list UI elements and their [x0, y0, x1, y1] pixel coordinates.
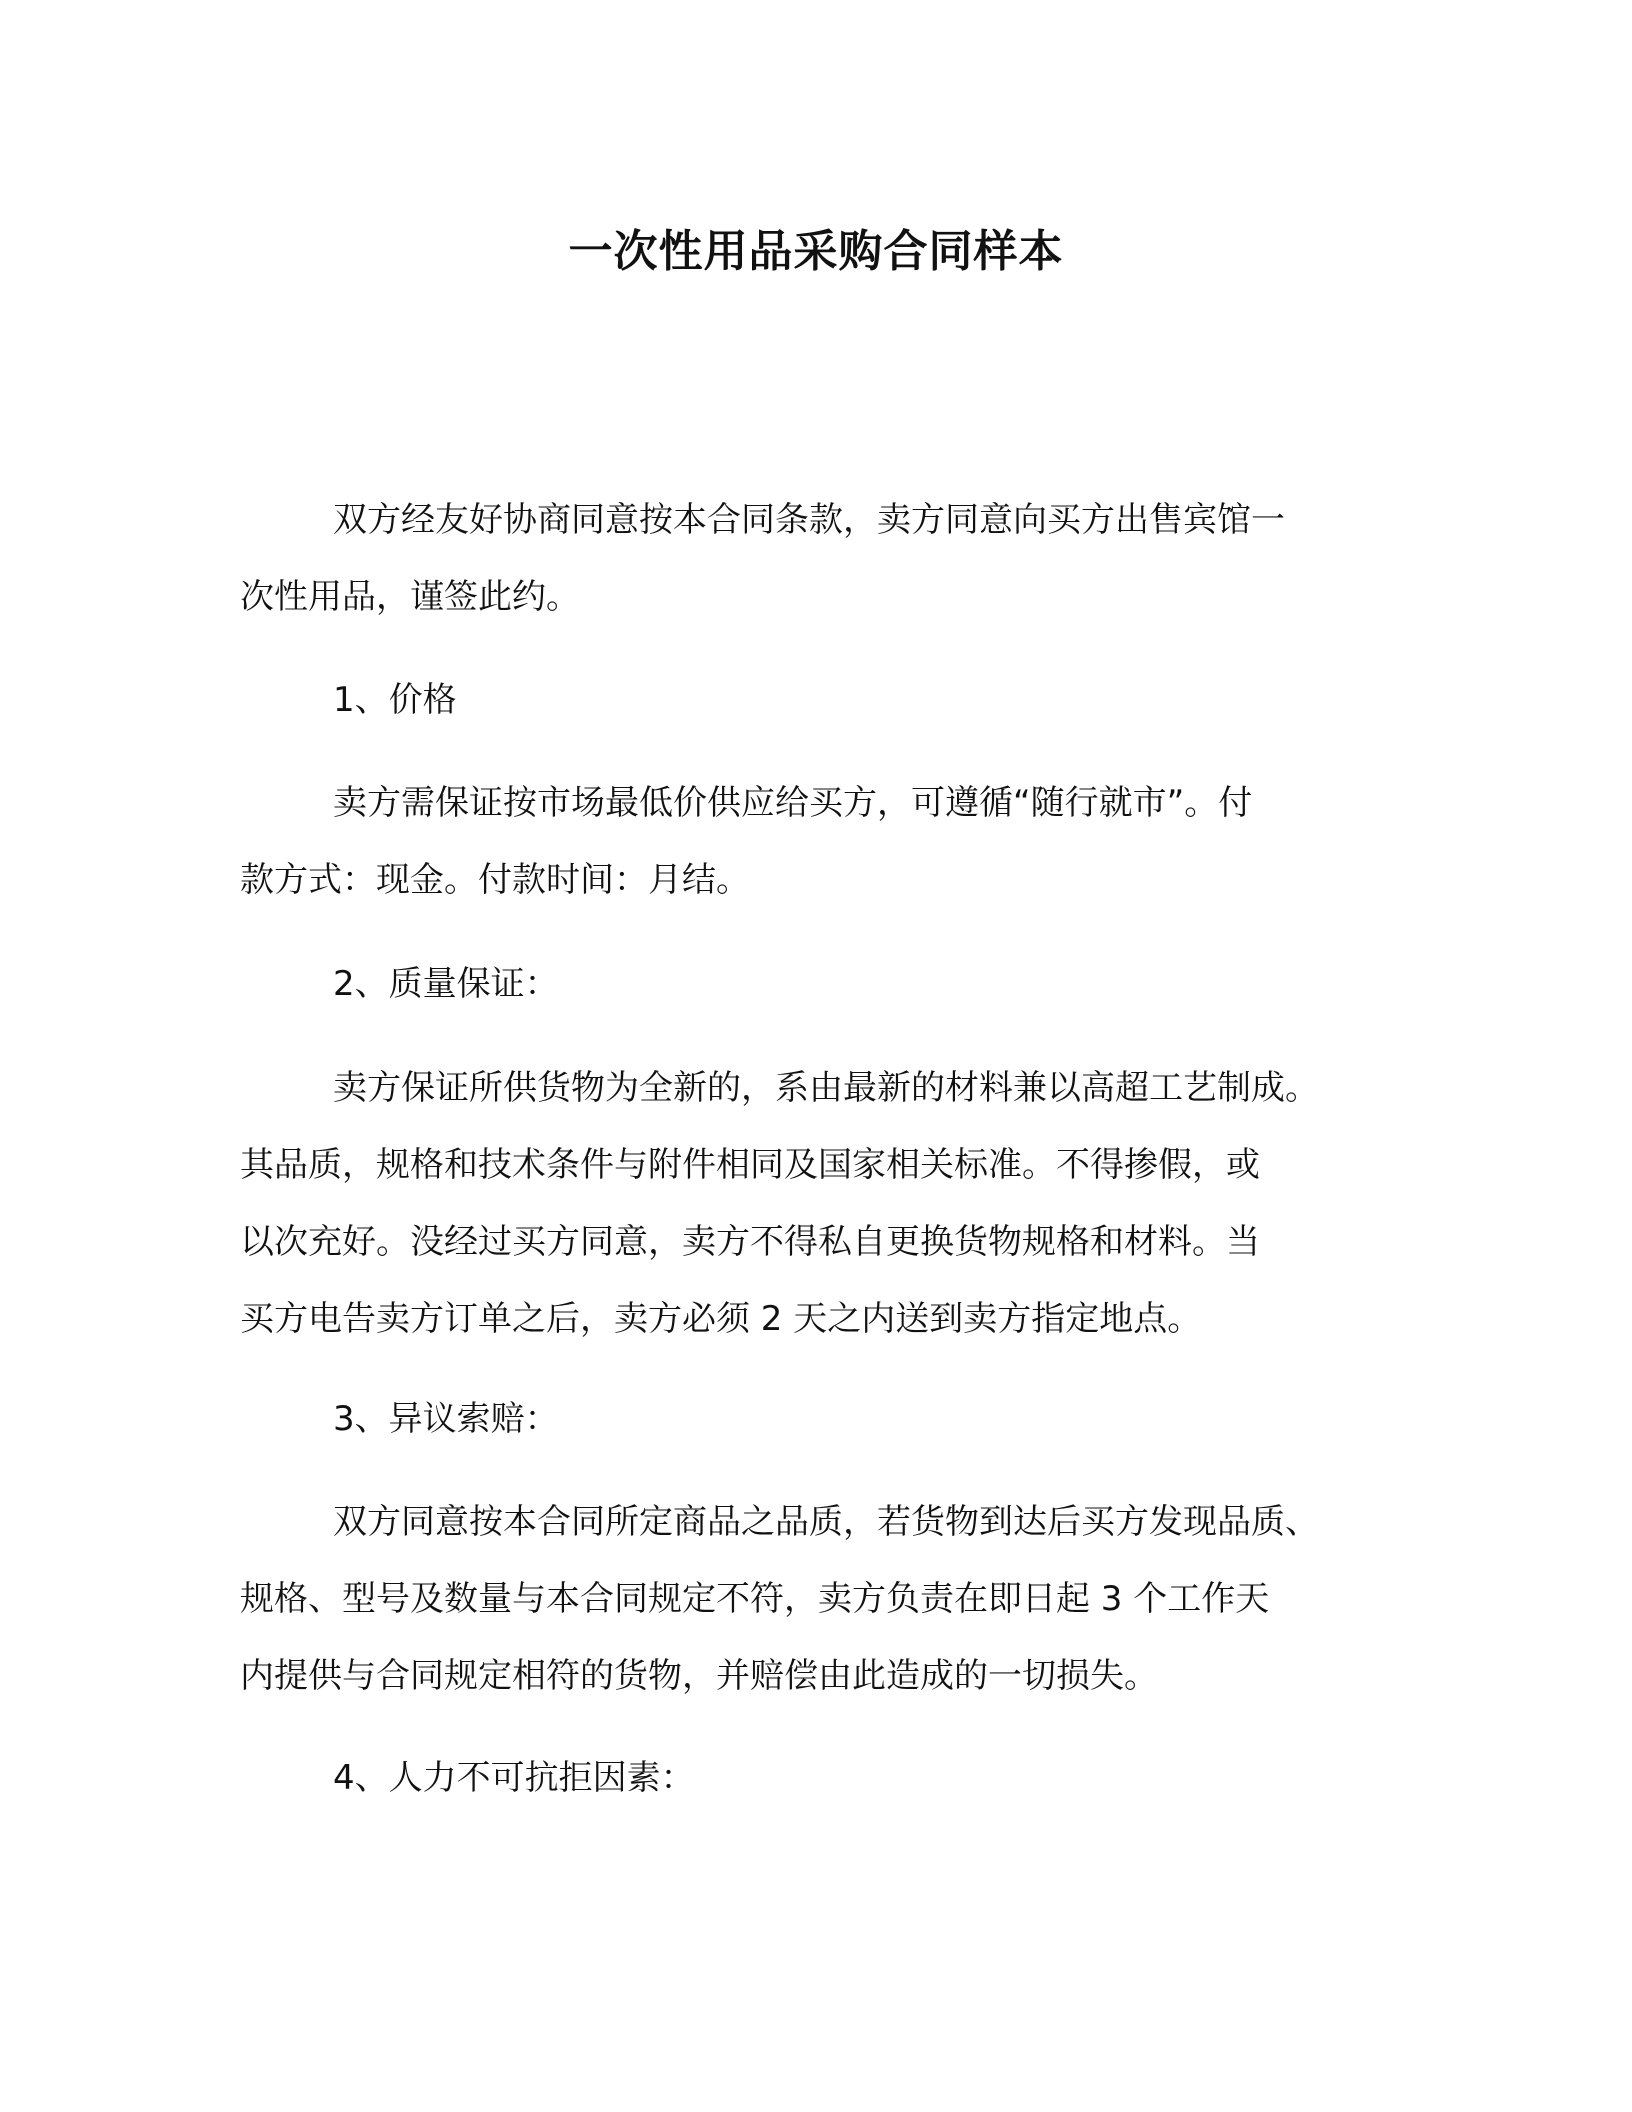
text-line: 1、价格: [333, 680, 457, 720]
price-paragraph: [240, 781, 1400, 902]
intro-paragraph: [240, 498, 1400, 619]
claims-paragraph: [240, 1500, 1400, 1698]
text-line: 内提供与合同规定相符的货物，并赔偿由此造成的一切损失。: [240, 1656, 1158, 1696]
text-line: 其品质，规格和技术条件与附件相同及国家相关标准。不得掺假，或: [240, 1145, 1260, 1185]
text-line: 卖方保证所供货物为全新的，系由最新的材料兼以高超工艺制成。: [333, 1068, 1319, 1108]
text-line: 次性用品，谨签此约。: [240, 577, 580, 617]
text-line: 以次充好。没经过买方同意，卖方不得私自更换货物规格和材料。当: [240, 1222, 1260, 1262]
section-heading-force-majeure: [240, 1756, 1400, 1800]
text-line: 双方经友好协商同意按本合同条款，卖方同意向买方出售宾馆一: [333, 500, 1285, 540]
text-line: 3、异议索赔：: [333, 1399, 559, 1439]
text-line: 卖方需保证按市场最低价供应给买方，可遵循“随行就市”。付: [333, 783, 1253, 823]
section-heading-quality: [240, 962, 1400, 1006]
document-title: 一次性用品采购合同样本: [568, 226, 1064, 277]
text-line: 买方电告卖方订单之后，卖方必须 2 天之内送到卖方指定地点。: [240, 1299, 1202, 1339]
quality-paragraph: [240, 1066, 1400, 1341]
text-line: 2、质量保证：: [333, 964, 559, 1004]
text-line: 款方式：现金。付款时间：月结。: [240, 860, 750, 900]
text-line: 双方同意按本合同所定商品之品质，若货物到达后买方发现品质、: [333, 1502, 1319, 1542]
section-heading-price: [240, 678, 1400, 722]
text-line: 规格、型号及数量与本合同规定不符，卖方负责在即日起 3 个工作天: [240, 1579, 1270, 1619]
text-line: 4、人力不可抗拒因素：: [333, 1758, 695, 1798]
section-heading-claims: [240, 1397, 1400, 1441]
